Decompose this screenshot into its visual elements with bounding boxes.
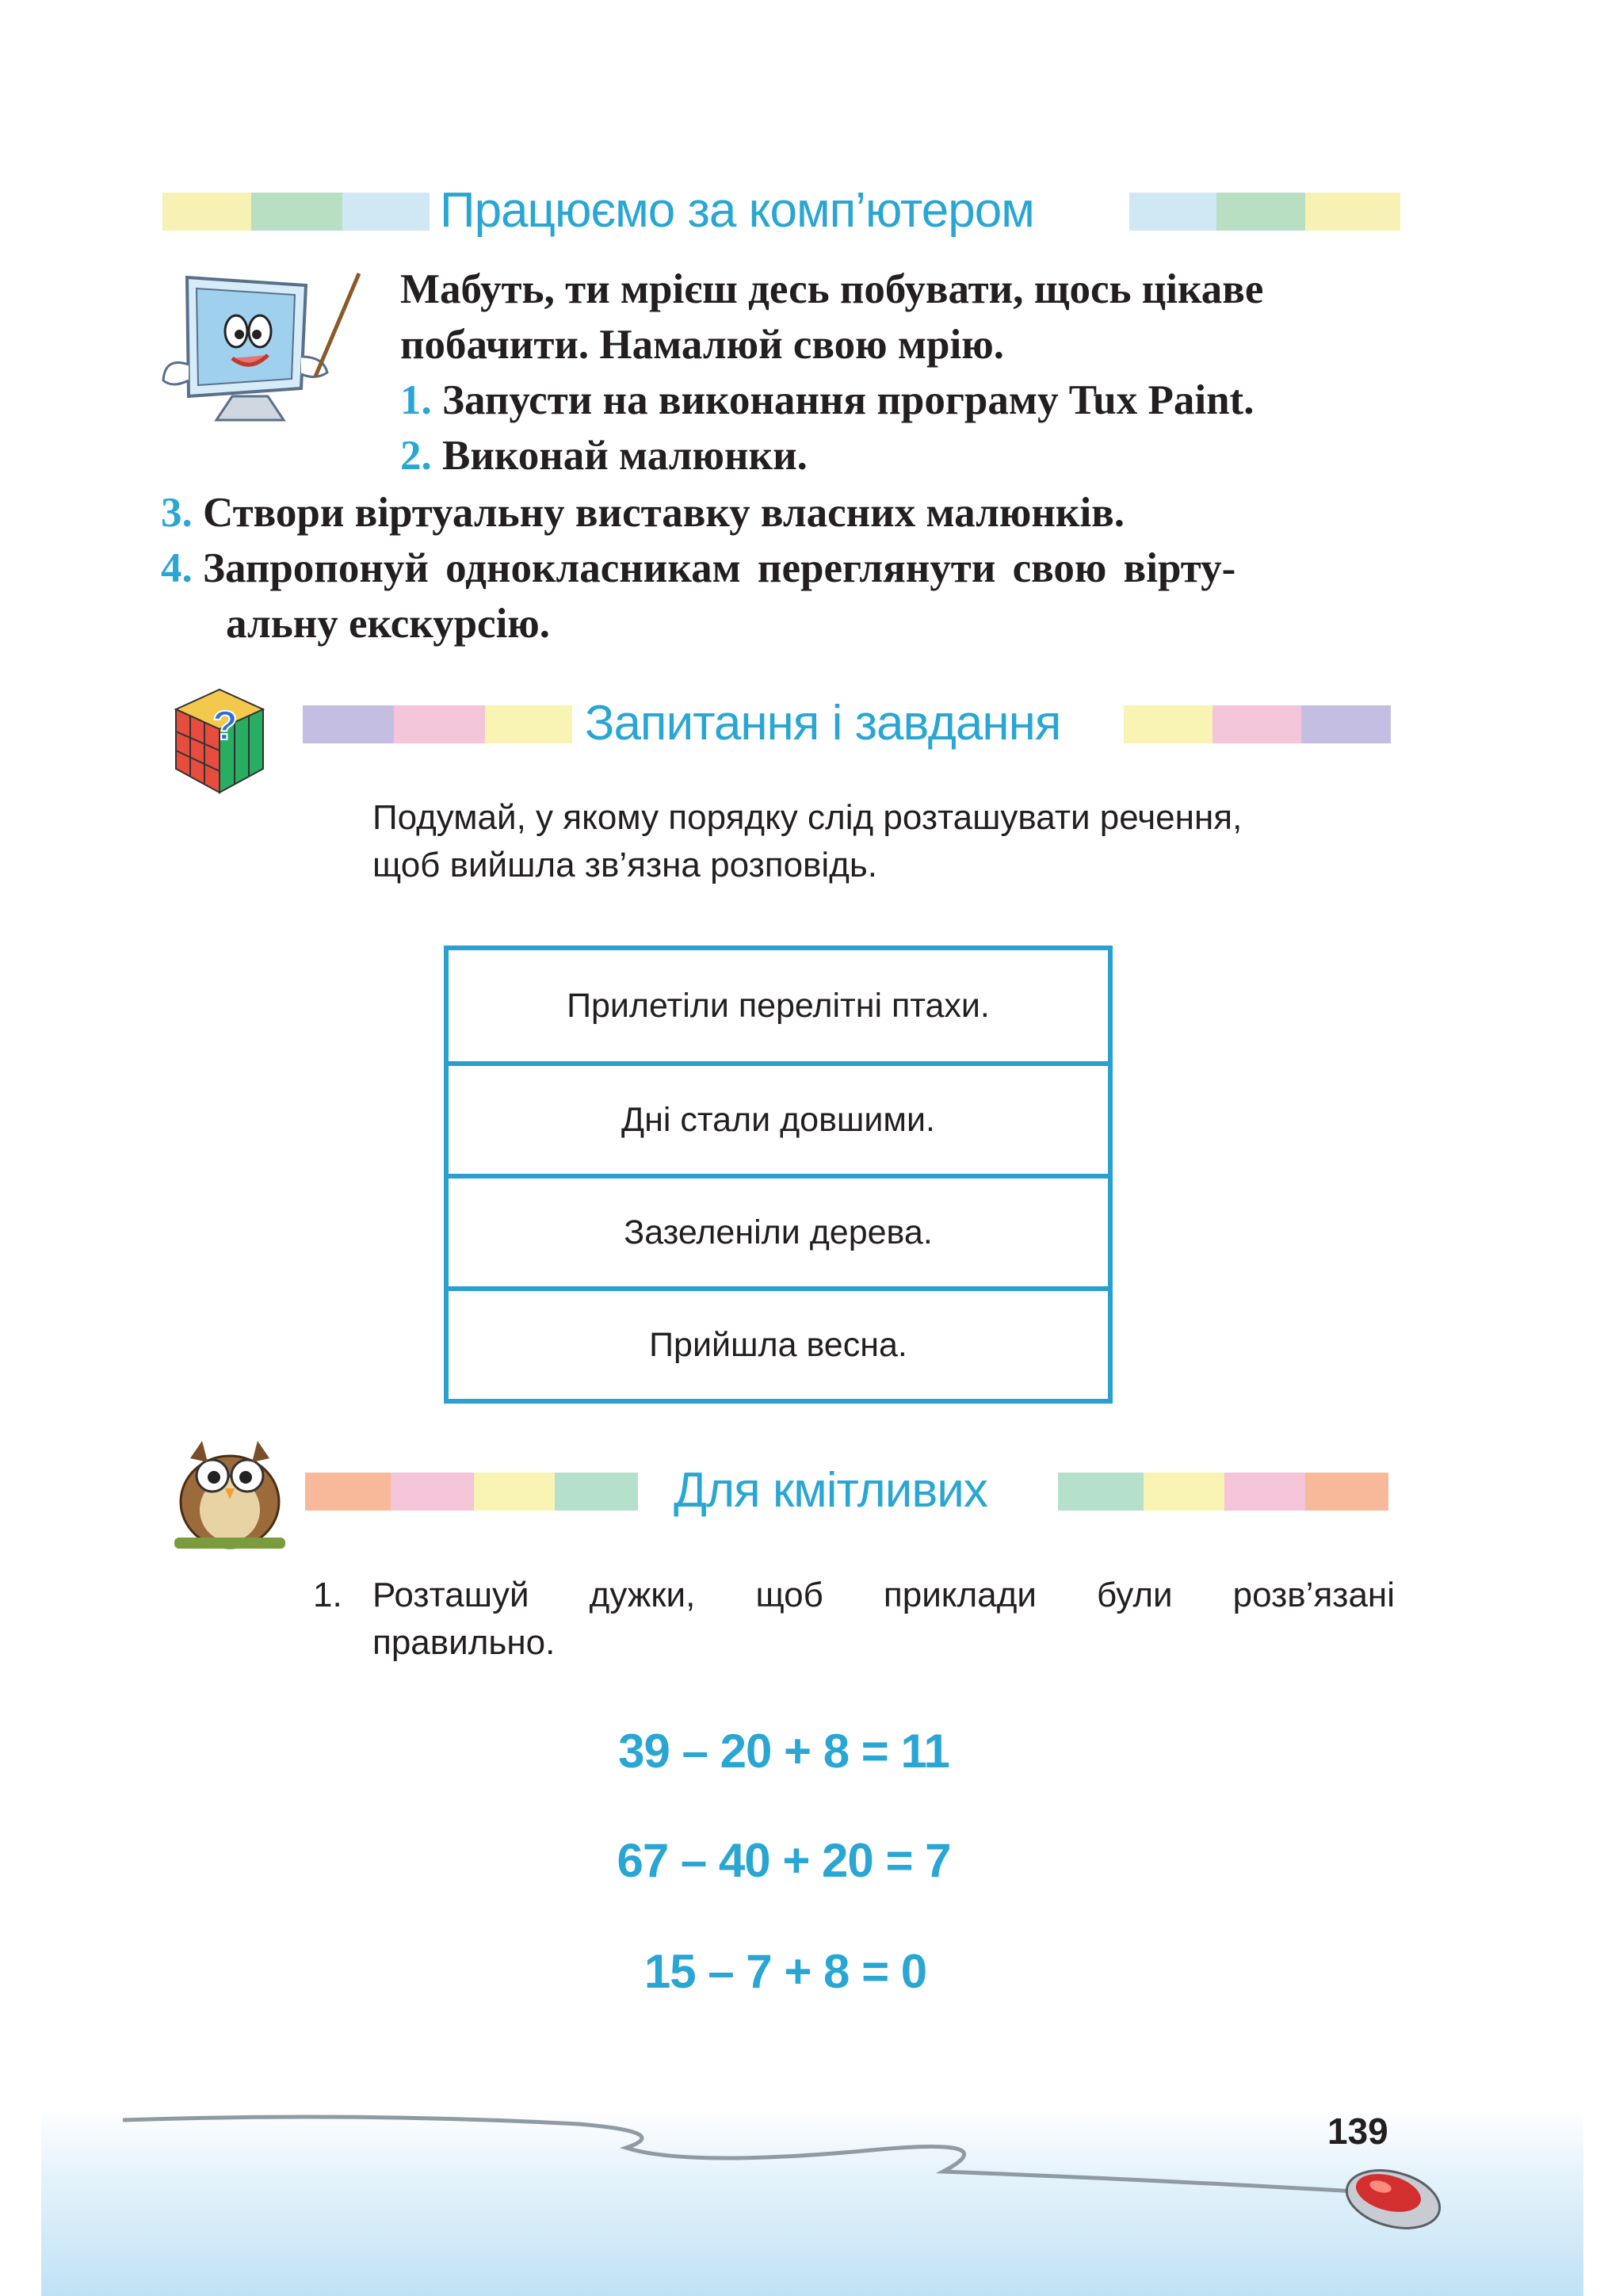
intro-line-2: побачити. Намалюй свою мрію. [400, 322, 1004, 368]
stripe-left-4 [555, 1473, 638, 1511]
list-text: Виконай малюнки. [442, 433, 808, 479]
stripe-right-1 [1058, 1473, 1144, 1511]
equation: 67 – 40 + 20 = 7 [617, 1834, 951, 1887]
program-name: Tux Paint [1068, 377, 1244, 423]
stripe-left-3 [474, 1473, 555, 1511]
stripe-left-1 [303, 705, 394, 743]
task-prompt-line-1: Подумай, у якому порядку слід розташувати речення, [372, 798, 1243, 837]
table-row: Прийшла весна. [449, 1286, 1108, 1399]
stripe-right-3 [1224, 1473, 1305, 1511]
stripe-left-3 [485, 705, 572, 743]
table-row: Зазеленіли дерева. [449, 1174, 1108, 1286]
equation: 39 – 20 + 8 = 11 [618, 1725, 949, 1778]
list-item [400, 372, 1254, 428]
table-row: Прилетіли перелітні птахи. [567, 986, 990, 1025]
stripe-right-1 [1124, 705, 1212, 743]
list-item [161, 485, 1125, 541]
stripe-left-2 [391, 1473, 474, 1511]
list-item [400, 428, 808, 483]
stripe-left-2 [394, 705, 485, 743]
stripe-left-1 [305, 1473, 391, 1511]
computer-mouse-icon [1339, 2160, 1446, 2235]
list-text: Запусти на виконання програму [442, 377, 1069, 423]
stripe-left-3 [342, 193, 430, 231]
list-text-end: . [1243, 377, 1254, 423]
mouse-cable [119, 2100, 1387, 2211]
stripe-left-2 [251, 193, 342, 231]
section-title-smart: Для кмітливих [674, 1463, 987, 1518]
stripe-right-3 [1301, 705, 1391, 743]
stripe-right-2 [1216, 193, 1305, 231]
stripe-right-4 [1305, 1473, 1388, 1511]
list-text: Створи віртуальну виставку власних малюнків. [203, 490, 1125, 536]
list-item [161, 541, 1235, 596]
list-item-continuation: альну екскурсію. [226, 601, 551, 647]
task-line-1: Розташуй дужки, щоб приклади були розв’язані [372, 1576, 1395, 1614]
section-title-questions: Запитання і завдання [585, 696, 1061, 751]
equation: 15 – 7 + 8 = 0 [643, 1945, 927, 1998]
task-line-2: правильно. [372, 1623, 556, 1662]
svg-text:?: ? [212, 703, 238, 749]
table-row: Дні стали довшими. [449, 1061, 1108, 1174]
stripe-left-1 [162, 193, 251, 231]
list-number: 4. [161, 545, 193, 591]
list-number: 1. [400, 377, 432, 423]
stripe-right-2 [1212, 705, 1301, 743]
stripe-right-2 [1144, 1473, 1224, 1511]
intro-line-1: Мабуть, ти мрієш десь побувати, щось цікаве [400, 266, 1264, 312]
list-text: Запропонуй однокласникам переглянути свою вірту- [203, 545, 1236, 591]
owl-icon [158, 1427, 301, 1553]
monitor-mascot-icon [157, 269, 363, 440]
task-prompt-line-2: щоб вийшла зв’язна розповідь. [372, 846, 878, 884]
stripe-right-3 [1305, 193, 1400, 231]
stripe-right-1 [1129, 193, 1216, 231]
list-number: 3. [161, 490, 193, 536]
section-title-computer: Працюємо за комп’ютером [440, 183, 1034, 238]
puzzle-cube-icon [168, 686, 271, 797]
task-number: 1. [313, 1576, 342, 1614]
sentence-table [444, 946, 1113, 1404]
page-number: 139 [1327, 2111, 1388, 2152]
list-number: 2. [400, 433, 432, 479]
